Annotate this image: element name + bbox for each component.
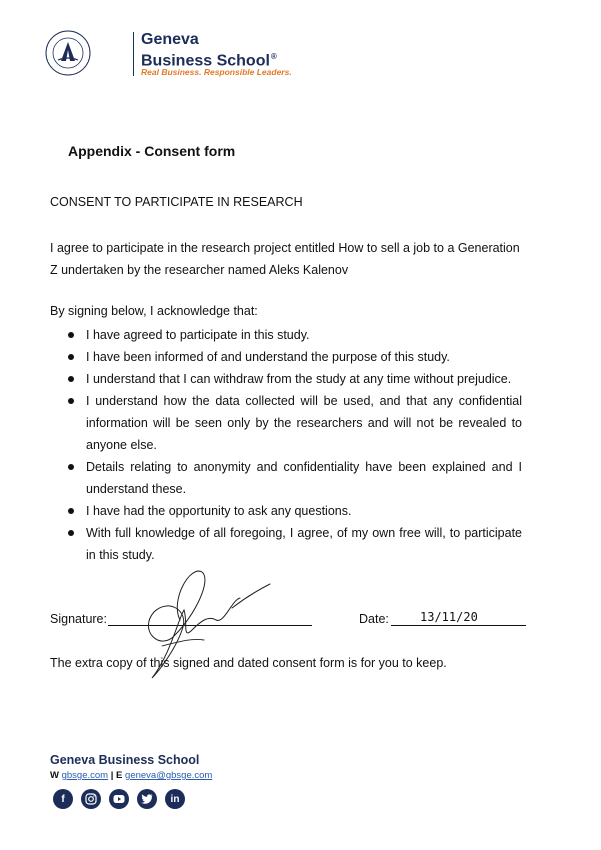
footer-contact — [50, 770, 212, 781]
email-prefix: E — [116, 770, 123, 781]
acknowledgement-list — [50, 324, 522, 566]
bullet-icon — [68, 530, 74, 536]
school-logo — [45, 30, 292, 82]
facebook-icon[interactable]: f — [53, 789, 73, 809]
twitter-icon[interactable] — [137, 789, 157, 809]
brand-name-line1: Geneva — [141, 31, 199, 48]
list-item: I have agreed to participate in this study. — [50, 324, 522, 346]
footer-school-name: Geneva Business School — [50, 753, 200, 767]
brand-name-line2: Business School® — [141, 52, 277, 70]
bullet-icon — [68, 354, 74, 360]
date-label: Date: — [359, 612, 389, 626]
appendix-title: Appendix - Consent form — [68, 143, 236, 159]
list-item: I have had the opportunity to ask any questions. — [50, 500, 522, 522]
website-link[interactable]: gbsge.com — [61, 770, 109, 781]
list-item: With full knowledge of all foregoing, I agree, of my own free will, to participate in this study. — [50, 522, 522, 566]
bullet-icon — [68, 464, 74, 470]
email-link[interactable]: geneva@gbsge.com — [125, 770, 213, 781]
web-prefix: W — [50, 770, 59, 781]
list-item: I understand how the data collected will be used, and that any confidential information will be seen only by the researchers and will not be revealed to anyone else. — [50, 390, 522, 456]
bullet-icon — [68, 398, 74, 404]
bullet-icon — [68, 376, 74, 382]
date-line — [391, 625, 526, 626]
brand-tagline: Real Business. Responsible Leaders. — [141, 67, 292, 77]
youtube-icon[interactable] — [109, 789, 129, 809]
instagram-icon[interactable] — [81, 789, 101, 809]
consent-heading: CONSENT TO PARTICIPATE IN RESEARCH — [50, 195, 303, 209]
intro-paragraph: I agree to participate in the research project entitled How to sell a job to a Generation Z undertaken by the researcher named Aleks Kalenov — [50, 241, 520, 277]
bullet-icon — [68, 508, 74, 514]
linkedin-icon[interactable]: in — [165, 789, 185, 809]
logo-divider — [133, 32, 134, 76]
list-item: I have been informed of and understand the purpose of this study. — [50, 346, 522, 368]
copy-note: The extra copy of this signed and dated consent form is for you to keep. — [50, 656, 447, 670]
bullet-icon — [68, 332, 74, 338]
list-item: Details relating to anonymity and confidentiality have been explained and I understand these. — [50, 456, 522, 500]
list-item: I understand that I can withdraw from the study at any time without prejudice. — [50, 368, 522, 390]
social-links — [53, 789, 185, 809]
date-value: 13/11/20 — [420, 610, 478, 624]
school-seal-icon — [45, 30, 91, 76]
registered-mark: ® — [270, 52, 277, 61]
acknowledge-lead: By signing below, I acknowledge that: — [50, 304, 258, 318]
contact-separator: | — [110, 770, 114, 781]
signature-label: Signature: — [50, 612, 107, 626]
